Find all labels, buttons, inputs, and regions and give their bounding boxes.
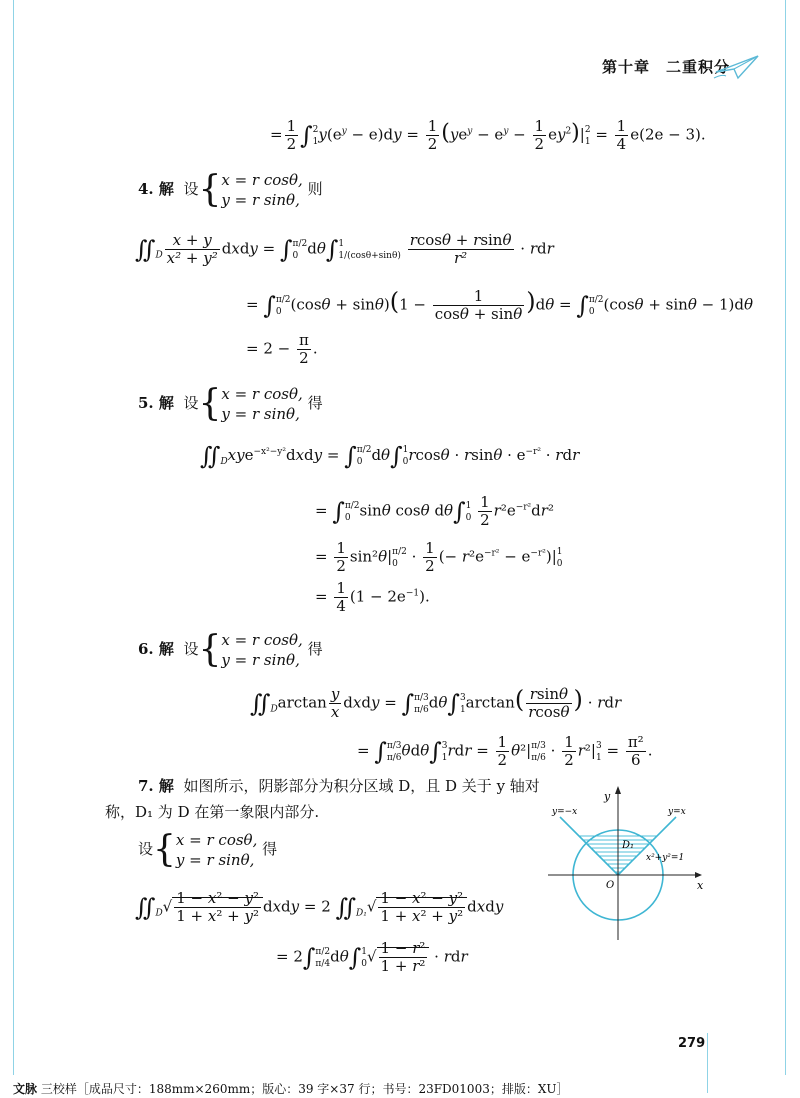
- problem-7-label: 7. 解: [138, 777, 174, 795]
- problem-7-setup: 设{x = r cosθ, y = r sinθ, 得: [138, 829, 278, 870]
- problem-5-line-4: = $\frac{1}{4}$ $(1 - 2e^{-1})$.: [315, 579, 430, 615]
- origin-label: O: [606, 880, 615, 891]
- problem-5-label: 5. 解: [138, 394, 174, 412]
- problem-6-line-1: $∬_D\arctan$ $\frac{y}{x}$ dxdy = ∫π/3 π/6dθ∫3 1arctan( $\frac{rsin\theta}{rcos\theta}$ ) · rdr: [250, 685, 622, 721]
- problem-6-label: 6. 解: [138, 640, 174, 658]
- paper-plane-icon: [712, 52, 762, 82]
- page-number-rule: [707, 1033, 708, 1093]
- problem-7-line-1: $∬_D√$ $\frac{\text{1 − x² − y²}}{\text{1 + x² + y²}}$ dxdy = 2 $∬_{D_1}√$ $\frac{\text{1 − x² − y²}}{\text{1 + x² + y²}}$ dxdy: [135, 889, 504, 925]
- footer: [13, 1080, 569, 1097]
- problem-4-line-3: = 2 − $\frac{\pi}{2}$ .: [246, 331, 318, 367]
- label-y-x: y=x: [668, 807, 686, 817]
- footer-text: 三校样［成品尺寸：188mm×260mm；版心：39 字×37 行；书号：23FD01003；排版：XU］: [40, 1082, 569, 1096]
- problem-6-setup: 6. 解 设{x = r cosθ, y = r sinθ, 得: [138, 629, 323, 670]
- problem-5-line-3: = $\frac{1}{2}$ sin²θ|π/2 0 · $\frac{1}{2}$ (− $r^2e^{-r^2} - e^{-r^2})|1$ 0: [315, 539, 563, 575]
- x-axis-label: x: [697, 879, 704, 892]
- problem-4-line-2: = ∫π/2 0 (cosθ + sinθ)(1 − $\frac{1}{\cos\theta + \sin\theta}$ )dθ = ∫π/2 0 (cosθ + sinθ − 1)dθ: [246, 287, 753, 323]
- line-y-neg-x: [560, 817, 618, 875]
- problem-7-text-2: 称，D₁ 为 D 在第一象限内部分.: [105, 803, 320, 821]
- problem-7-text-1: 7. 解 如图所示，阴影部分为积分区域 D，且 D 关于 y 轴对: [138, 777, 540, 795]
- problem-7-line-2: = 2∫π/2 π/4dθ∫1 0√ $\frac{\text{1 − r²}}{\text{1 + r²}}$ · rdr: [276, 939, 468, 975]
- problem-4-setup: 4. 解 设{x = r cosθ, y = r sinθ, 则: [138, 169, 323, 210]
- region-figure: [540, 780, 710, 950]
- d1-label: D₁: [622, 840, 635, 851]
- problem-4-label: 4. 解: [138, 180, 174, 198]
- page-number: 279: [678, 1036, 706, 1051]
- problem-6-line-2: = ∫π/3 π/6θdθ∫3 1rdr = $\frac{1}{2}$ θ²|π/3 π/6 · $\frac{1}{2}$ r²|3 1 = $\frac{\text{π²}}{6}$ .: [357, 733, 653, 769]
- chapter-header: 第十章 二重积分: [602, 58, 731, 76]
- problem-4-line-1: $∬_D$ $\frac{x + y}{\text{x² + y²}}$ dxdy = ∫π/2 0 dθ∫1 1/(cosθ+sinθ) $\frac{rcos\theta + rsin\theta}{\text{r²}}$ · rdr: [135, 231, 554, 267]
- problem-5-setup: 5. 解 设{x = r cosθ, y = r sinθ, 得: [138, 383, 323, 424]
- label-y-neg-x: y=−x: [552, 807, 578, 817]
- label-circle: x²+y²=1: [646, 853, 685, 863]
- problem-5-line-1: $∬_Dxye^{-x^2-y^2}dxdy = \int\pi/2$ 0 dθ∫1 $0rcos\theta \cdot rsin\theta \cdot e^{-r^2}$ · rdr: [200, 442, 580, 470]
- footer-brand: 文脉: [13, 1082, 38, 1096]
- problem-5-line-2: = ∫π/2 0 sinθ cosθ dθ∫1 0 $\frac{1}{2}$ $r^2e^{-r^2}dr^2$: [315, 493, 554, 529]
- equation-top: = $\frac{1}{2}$ ∫2 $1y(e^y - e)dy$ = $\frac{1}{2}$ ($ye^y - e^y$ − $\frac{1}{2}$ $ey^2)|2$ 1 = $\frac{1}{4}$ e(2e − 3).: [270, 117, 706, 153]
- y-axis-label: y: [604, 790, 611, 803]
